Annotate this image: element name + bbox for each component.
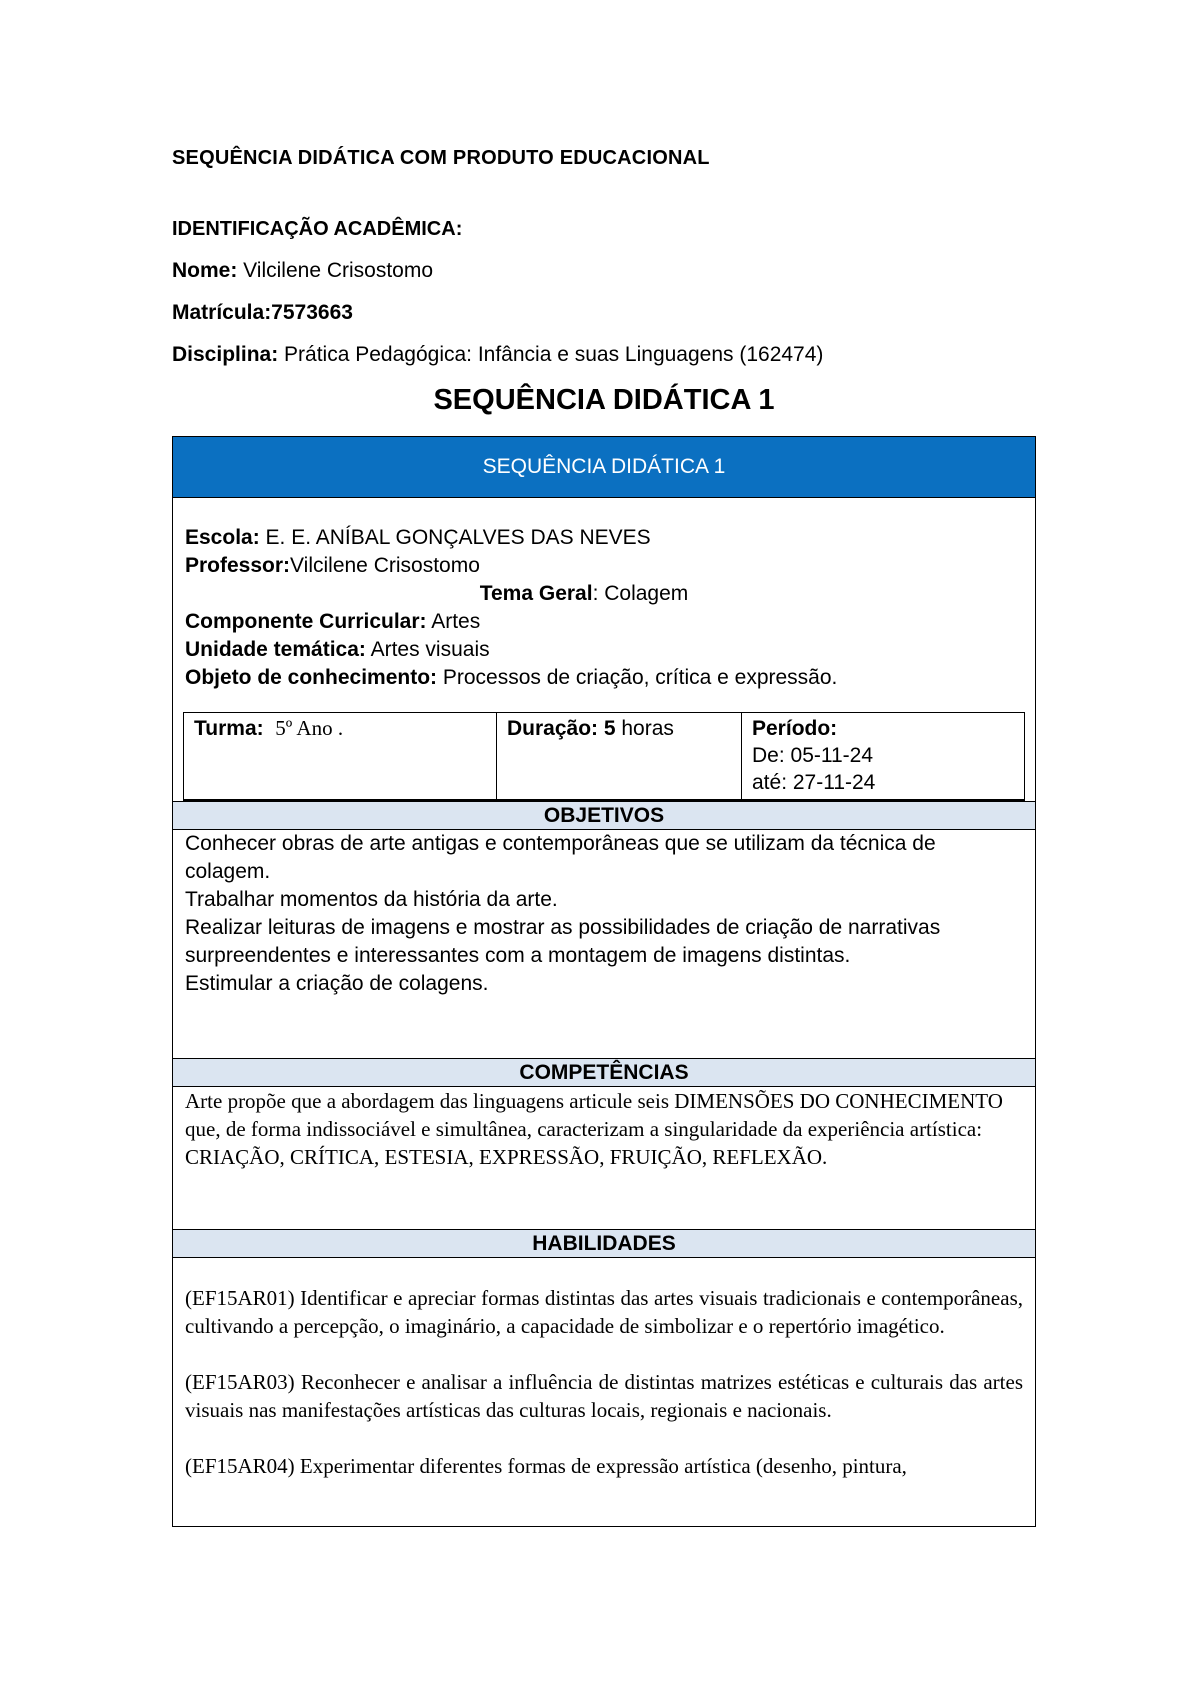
habilidade-item: (EF15AR04) Experimentar diferentes formas de expressão artística (desenho, pintura, xyxy=(185,1454,907,1478)
habilidade-item: (EF15AR03) Reconhecer e analisar a influência de distintas matrizes estéticas e culturais das artes visuais nas manifestações artísticas das culturas locais, regionais e nacionais. xyxy=(185,1370,1023,1422)
duracao-cell xyxy=(497,713,742,799)
disciplina-field xyxy=(172,343,823,367)
habilidades-body xyxy=(173,1258,1035,1526)
unidade-value: Artes visuais xyxy=(365,638,490,661)
identification-title: IDENTIFICAÇÃO ACADÊMICA: xyxy=(172,218,463,240)
tema-line xyxy=(185,580,1023,608)
objeto-line xyxy=(185,664,1023,692)
habilidades-heading: HABILIDADES xyxy=(173,1229,1035,1258)
matricula-label: Matrícula:7573663 xyxy=(172,301,353,324)
objetivo-item: Realizar leituras de imagens e mostrar as possibilidades de criação de narrativas surpreendentes e interessantes com a montagem de imagens distintas. xyxy=(185,916,941,967)
objetivo-item: Trabalhar momentos da história da arte. xyxy=(185,888,558,911)
objetivos-heading: OBJETIVOS xyxy=(173,801,1035,830)
periodo-ate: até: 27-11-24 xyxy=(752,771,876,794)
componente-line xyxy=(185,608,1023,636)
objeto-value: Processos de criação, crítica e expressão. xyxy=(437,666,838,689)
unidade-line xyxy=(185,636,1023,664)
duracao-label: Duração: 5 xyxy=(507,717,616,740)
competencias-heading: COMPETÊNCIAS xyxy=(173,1058,1035,1087)
objetivos-body xyxy=(173,830,1035,1058)
professor-line xyxy=(185,552,1023,580)
turma-value: 5º Ano . xyxy=(275,716,344,740)
escola-value: E. E. ANÍBAL GONÇALVES DAS NEVES xyxy=(259,526,651,549)
disciplina-label: Disciplina: xyxy=(172,343,279,366)
periodo-cell xyxy=(742,713,1024,799)
componente-label: Componente Curricular: xyxy=(185,610,427,633)
turma-label: Turma: xyxy=(194,717,264,740)
nome-value: Vilcilene Crisostomo xyxy=(237,259,434,282)
escola-label: Escola: xyxy=(185,526,260,549)
professor-value: Vilcilene Crisostomo xyxy=(290,554,480,577)
objetivo-item: Conhecer obras de arte antigas e contemporâneas que se utilizam da técnica de colagem. xyxy=(185,832,936,883)
objeto-label: Objeto de conhecimento: xyxy=(185,666,438,689)
table-header: SEQUÊNCIA DIDÁTICA 1 xyxy=(173,437,1035,498)
professor-label: Professor: xyxy=(185,554,291,577)
habilidade-item: (EF15AR01) Identificar e apreciar formas distintas das artes visuais tradicionais e contemporâneas, cultivando a percepção, o imaginário, a capacidade de simbolizar e o repertório imagético. xyxy=(185,1286,1023,1338)
disciplina-value: Prática Pedagógica: Infância e suas Linguagens (162474) xyxy=(278,343,824,366)
competencias-body: Arte propõe que a abordagem das linguagens articule seis DIMENSÕES DO CONHECIMENTO que, de forma indissociável e simultânea, caracterizam a singularidade da experiência artística: CRIAÇÃO, CRÍTICA, ESTESIA, EXPRESSÃO, FRUIÇÃO, REFLEXÃO. xyxy=(185,1089,1003,1169)
document-title: SEQUÊNCIA DIDÁTICA COM PRODUTO EDUCACIONAL xyxy=(172,147,710,169)
nome-label: Nome: xyxy=(172,259,238,282)
tema-value: : Colagem xyxy=(592,582,689,605)
periodo-label: Período: xyxy=(752,717,838,740)
objetivo-item: Estimular a criação de colagens. xyxy=(185,972,489,995)
matricula-field xyxy=(172,301,353,325)
unidade-label: Unidade temática: xyxy=(185,638,366,661)
periodo-de: De: 05-11-24 xyxy=(752,744,874,767)
escola-line xyxy=(185,524,1023,552)
school-info xyxy=(173,498,1035,712)
turma-cell xyxy=(184,713,497,799)
sequence-table xyxy=(172,436,1036,1527)
turma-row xyxy=(183,712,1025,801)
sequence-title: SEQUÊNCIA DIDÁTICA 1 xyxy=(433,384,775,416)
componente-value: Artes xyxy=(426,610,481,633)
tema-label: Tema Geral xyxy=(479,582,593,605)
duracao-value: horas xyxy=(615,717,674,740)
nome-field xyxy=(172,259,433,283)
